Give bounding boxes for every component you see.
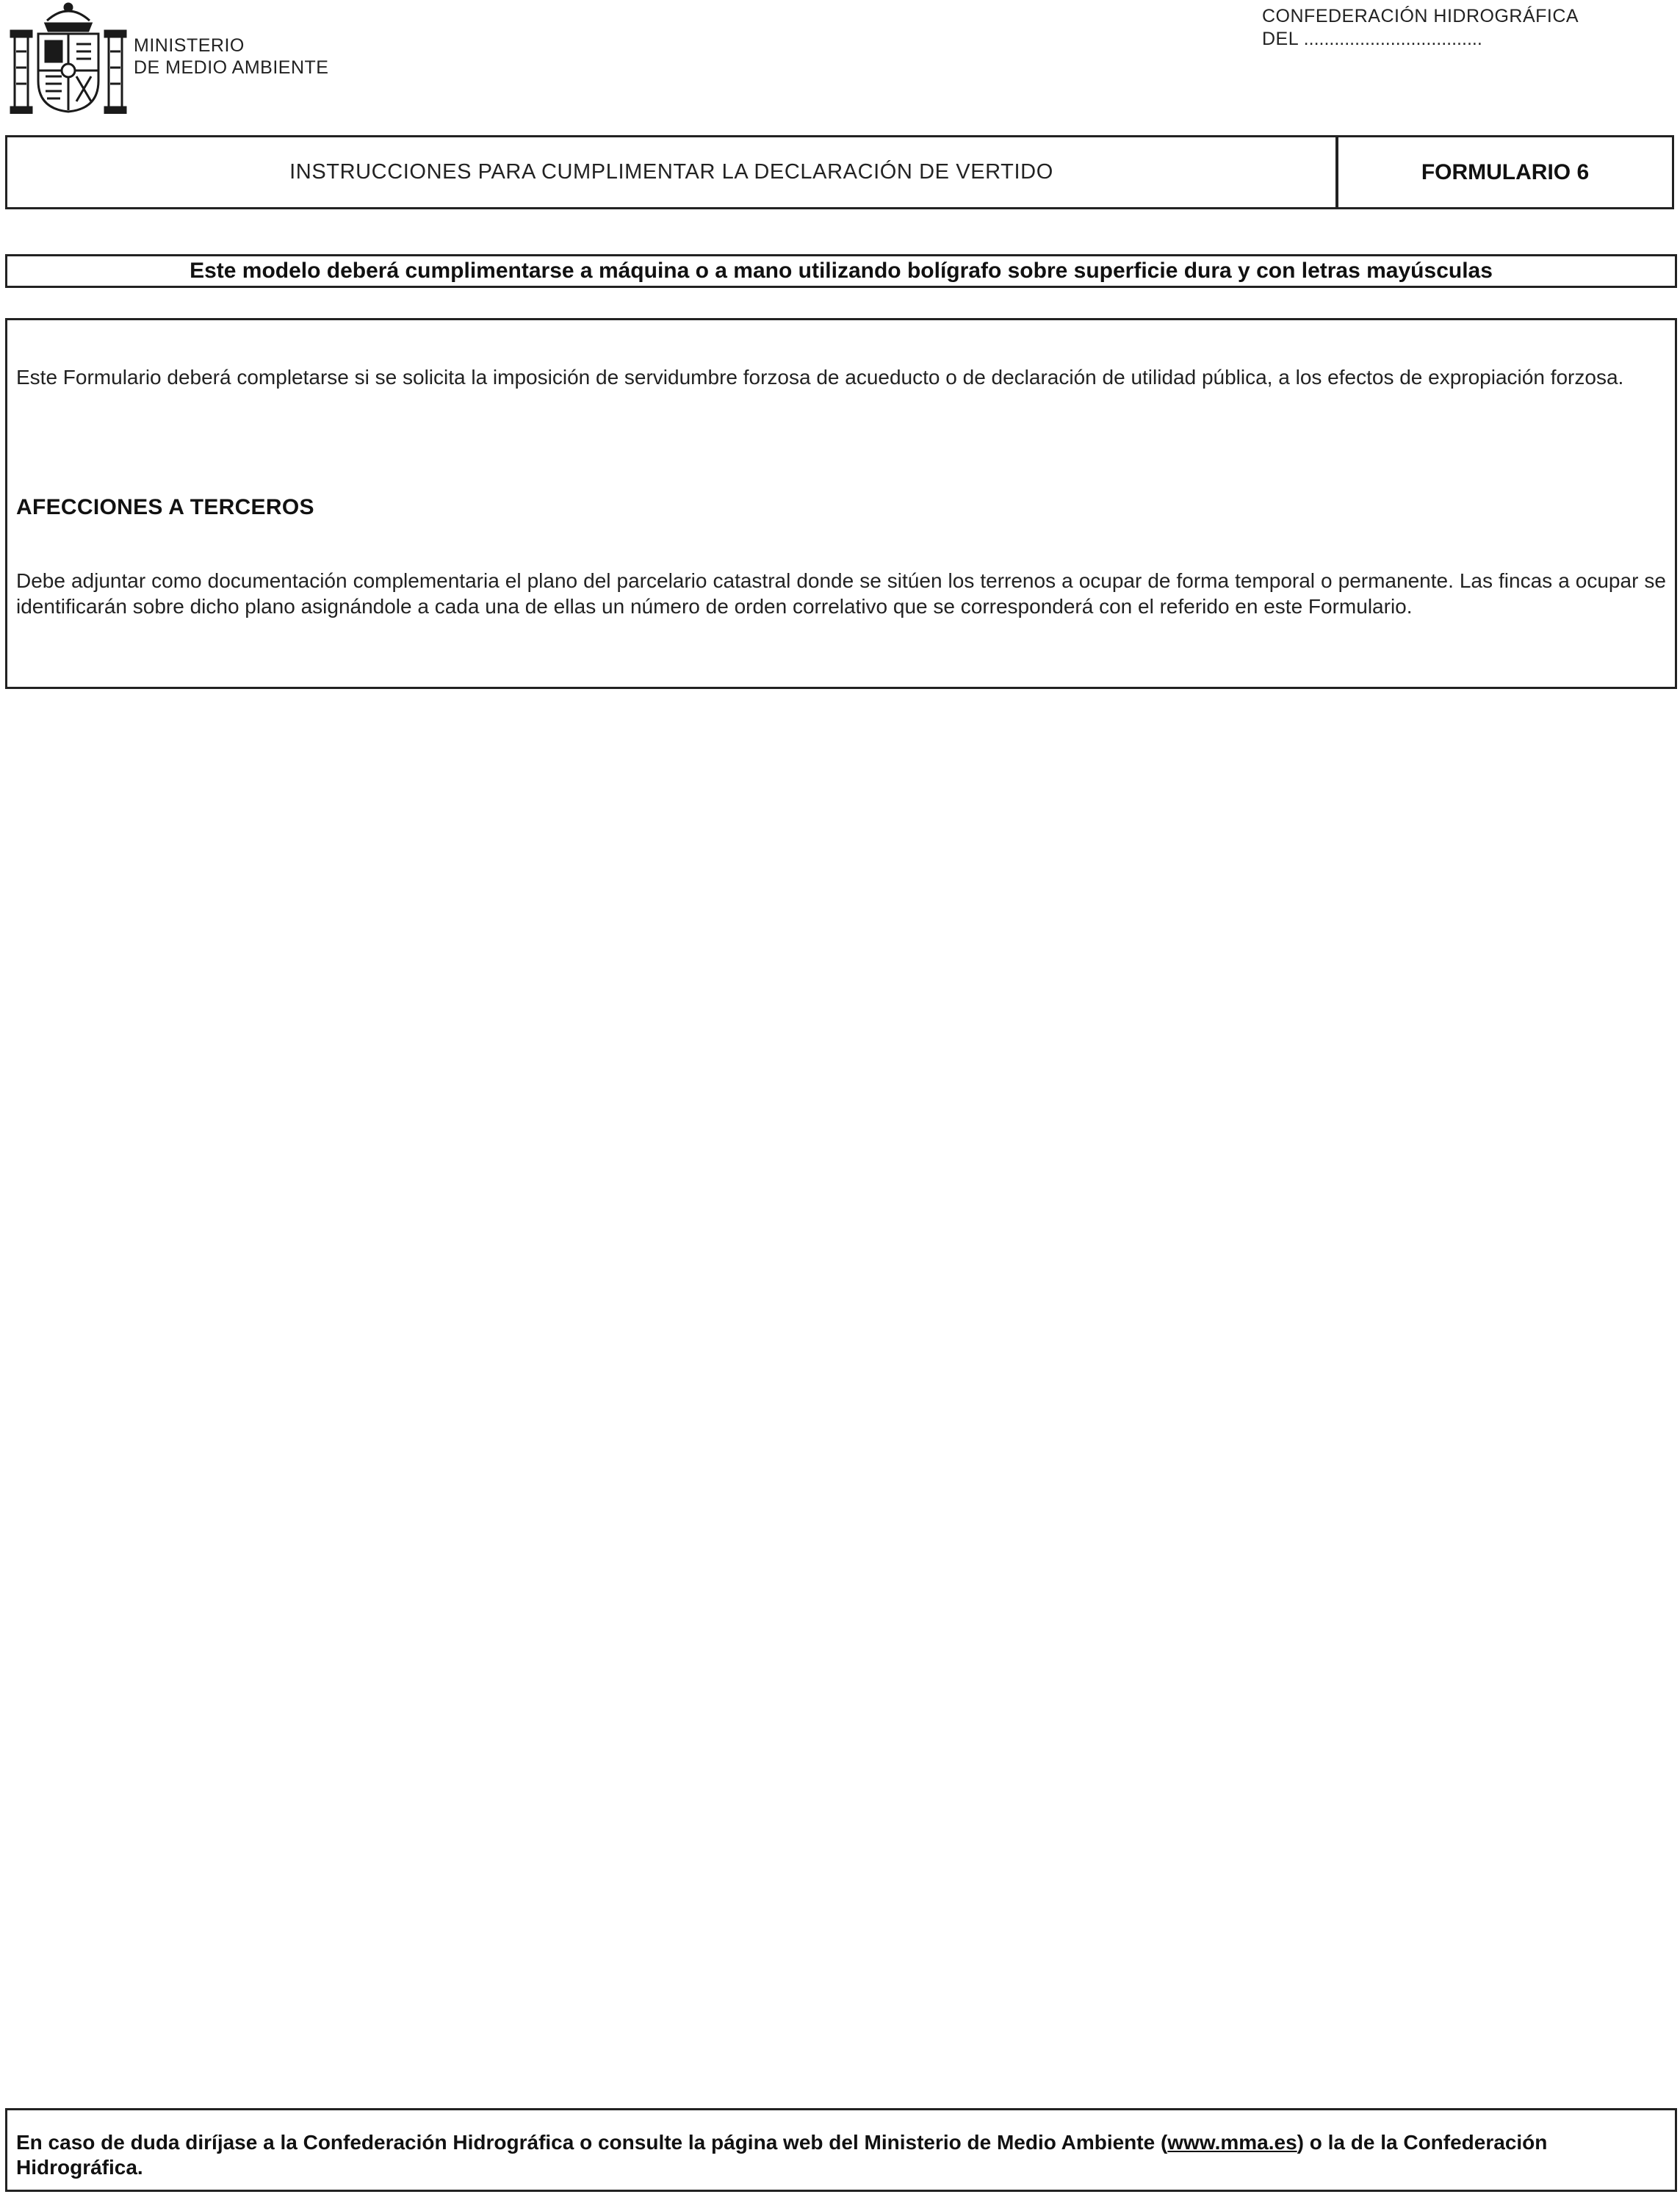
section-heading: AFECCIONES A TERCEROS <box>16 495 314 519</box>
footer-text-after-link: ) o la de la Confederación Hidrográfica. <box>16 2131 1548 2179</box>
mma-website-link[interactable]: www.mma.es <box>1167 2131 1297 2154</box>
spanish-coat-of-arms-icon <box>9 0 128 114</box>
help-footer-box <box>5 2108 1677 2192</box>
intro-paragraph: Este Formulario deberá completarse si se solicita la imposición de servidumbre forzosa de acueducto o de declaración de utilidad pública, a los efectos de expropiación forzosa. <box>16 366 1624 389</box>
ministry-name <box>134 35 328 79</box>
confederation-blank-field: ................................... <box>1303 29 1482 49</box>
confederation-del-label: DEL <box>1262 29 1299 49</box>
instructions-content-box <box>5 318 1677 689</box>
page-title: INSTRUCCIONES PARA CUMPLIMENTAR LA DECLARACIÓN DE VERTIDO <box>289 160 1053 184</box>
form-number-label: FORMULARIO 6 <box>1421 159 1590 184</box>
help-footer-text <box>16 2130 1645 2180</box>
fill-instructions-banner: Este modelo deberá cumplimentarse a máquina o a mano utilizando bolígrafo sobre superficie dura y con letras mayúsculas <box>5 254 1677 288</box>
confederation-line-2 <box>1262 28 1579 51</box>
footer-text-before-link: En caso de duda diríjase a la Confederación Hidrográfica o consulte la página web del Ministerio de Medio Ambiente ( <box>16 2131 1168 2154</box>
title-bar <box>5 135 1674 209</box>
ministry-line-2: DE MEDIO AMBIENTE <box>134 57 329 78</box>
confederation-block <box>1262 5 1579 51</box>
section-paragraph: Debe adjuntar como documentación complementaria el plano del parcelario catastral donde se sitúen los terrenos a ocupar de forma temporal o permanente. Las fincas a ocupar se identificarán sobre dicho plano asignándole a cada una de ellas un número de orden correlativo que se corresponderá con el referido en este Formulario. <box>16 569 1666 618</box>
confederation-line-1: CONFEDERACIÓN HIDROGRÁFICA <box>1262 6 1579 26</box>
ministry-line-1: MINISTERIO <box>134 35 245 56</box>
